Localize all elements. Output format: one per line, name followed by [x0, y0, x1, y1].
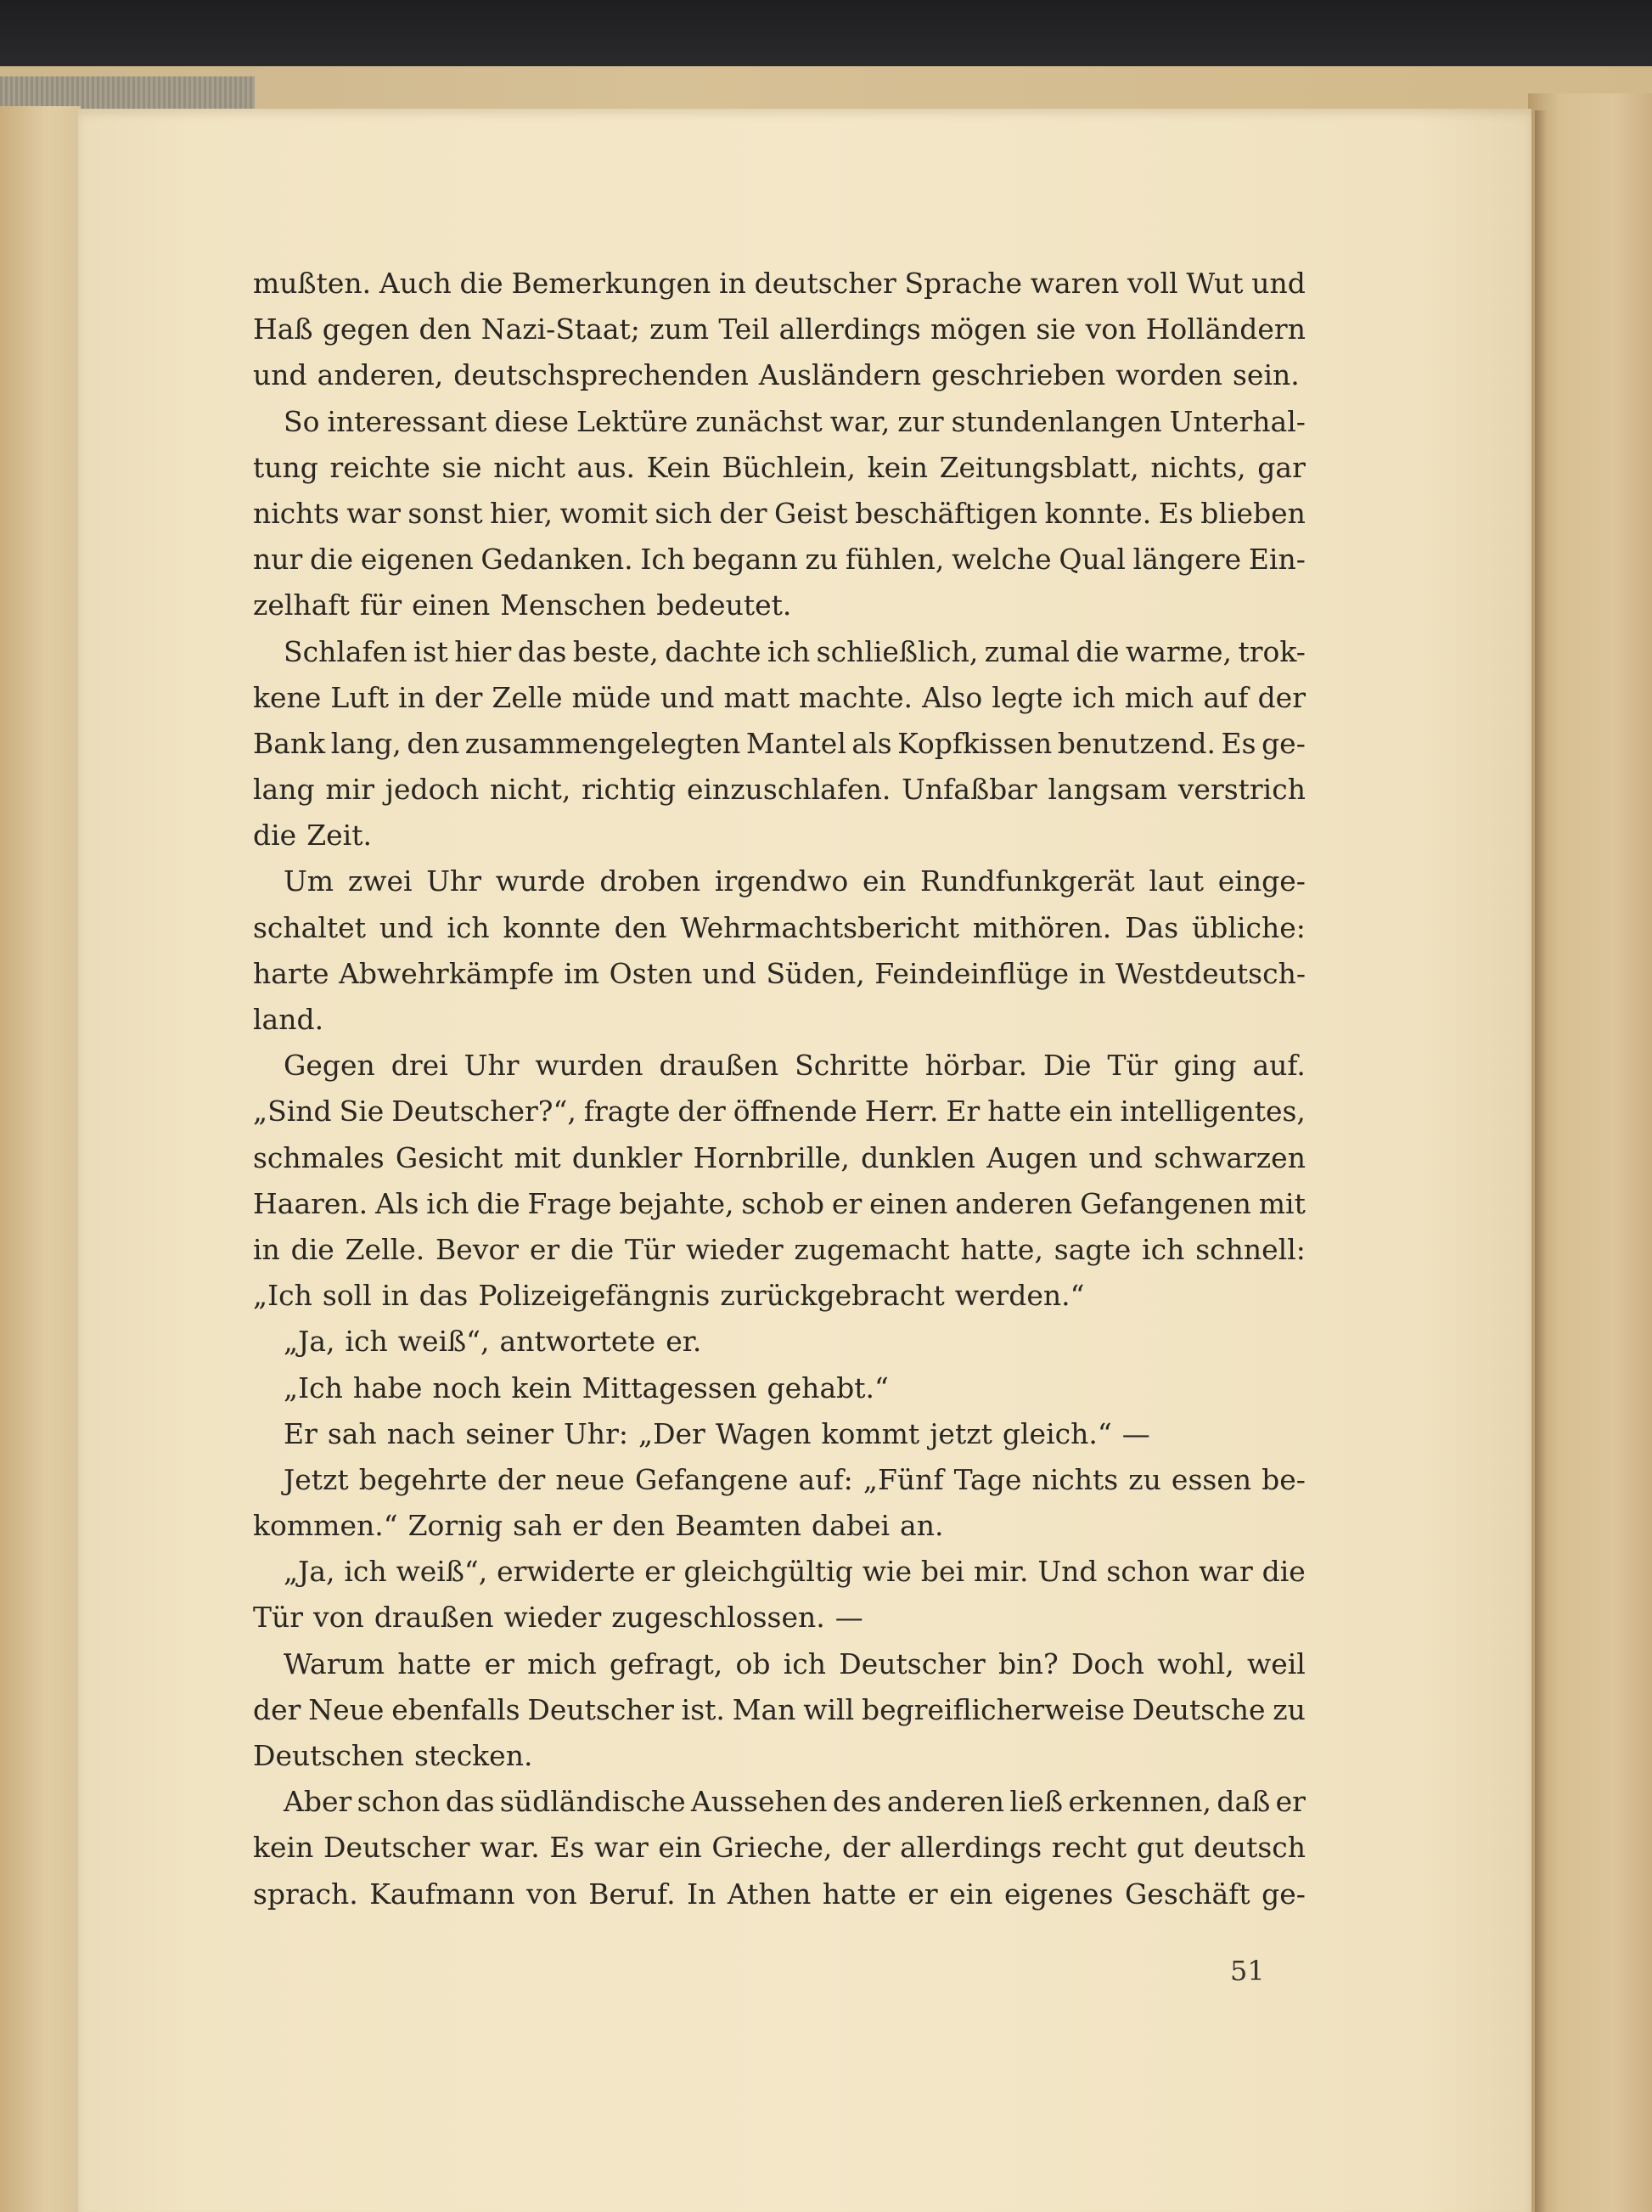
text-line: harte Abwehrkämpfe im Osten und Süden, Feindeinflüge in Westdeutsch- [253, 956, 1306, 990]
body-text [253, 261, 1306, 1917]
text-line: tung reichte sie nicht aus. Kein Büchlein, kein Zeitungsblatt, nichts, gar [253, 450, 1306, 484]
text-line: So interessant diese Lektüre zunächst war, zur stundenlangen Unterhal- [284, 404, 1306, 438]
text-line: Aber schon das südländische Aussehen des anderen ließ erkennen, daß er [284, 1785, 1306, 1819]
book-left-edge [0, 106, 81, 2212]
text-line: nur die eigenen Gedanken. Ich begann zu fühlen, welche Qual längere Ein- [253, 543, 1306, 577]
text-line: Haß gegen den Nazi-Staat; zum Teil allerdings mögen sie von Holländern [253, 312, 1306, 346]
text-line: „Ja, ich weiß“, erwiderte er gleichgültig wie bei mir. Und schon war die [284, 1555, 1306, 1589]
spine-cloth [0, 76, 255, 109]
text-line: die Zeit. [253, 819, 372, 853]
text-line: Deutschen stecken. [253, 1739, 533, 1772]
text-line: Bank lang, den zusammengelegten Mantel als Kopfkissen benutzend. Es ge- [253, 726, 1306, 760]
text-line: Haaren. Als ich die Frage bejahte, schob er einen anderen Gefangenen mit [253, 1186, 1306, 1220]
text-line: mußten. Auch die Bemerkungen in deutscher Sprache waren voll Wut und [253, 267, 1306, 300]
text-line: kommen.“ Zornig sah er den Beamten dabei an. [253, 1509, 944, 1543]
text-line: Er sah nach seiner Uhr: „Der Wagen kommt jetzt gleich.“ — [284, 1416, 1150, 1450]
text-line: schmales Gesicht mit dunkler Hornbrille, dunklen Augen und schwarzen [253, 1140, 1306, 1174]
text-line: Um zwei Uhr wurde droben irgendwo ein Rundfunkgerät laut einge- [284, 864, 1306, 898]
text-line: Tür von draußen wieder zugeschlossen. — [253, 1601, 863, 1635]
page-number: 51 [1230, 1955, 1265, 1987]
text-line: Warum hatte er mich gefragt, ob ich Deutscher bin? Doch wohl, weil [284, 1646, 1306, 1680]
text-line: „Ich habe noch kein Mittagessen gehabt.“ [284, 1371, 889, 1404]
text-line: nichts war sonst hier, womit sich der Geist beschäftigen konnte. Es blieben [253, 496, 1306, 530]
scanner-background [0, 0, 1652, 76]
text-line: Jetzt begehrte der neue Gefangene auf: „Fünf Tage nichts zu essen be- [284, 1462, 1306, 1496]
text-line: schaltet und ich konnte den Wehrmachtsbericht mithören. Das übliche: [253, 910, 1306, 944]
text-line: zelhaft für einen Menschen bedeutet. [253, 588, 792, 622]
text-line: sprach. Kaufmann von Beruf. In Athen hatte er ein eigenes Geschäft ge- [253, 1877, 1306, 1911]
text-line: „Ich soll in das Polizeigefängnis zurückgebracht werden.“ [253, 1279, 1085, 1313]
text-line: kene Luft in der Zelle müde und matt machte. Also legte ich mich auf der [253, 680, 1306, 714]
text-line: „Ja, ich weiß“, antwortete er. [284, 1325, 702, 1359]
page-edge-shadow [1535, 110, 1547, 2212]
text-line: lang mir jedoch nicht, richtig einzuschlafen. Unfaßbar langsam verstrich [253, 773, 1306, 807]
text-line: land. [253, 1003, 324, 1036]
text-line: in die Zelle. Bevor er die Tür wieder zugemacht hatte, sagte ich schnell: [253, 1232, 1306, 1266]
text-line: Gegen drei Uhr wurden draußen Schritte hörbar. Die Tür ging auf. [284, 1049, 1306, 1083]
text-line: und anderen, deutschsprechenden Ausländern geschrieben worden sein. [253, 358, 1300, 392]
text-line: „Sind Sie Deutscher?“, fragte der öffnende Herr. Er hatte ein intelligentes, [253, 1095, 1306, 1129]
text-line: Schlafen ist hier das beste, dachte ich schließlich, zumal die warme, trok- [284, 634, 1306, 668]
text-line: kein Deutscher war. Es war ein Grieche, der allerdings recht gut deutsch [253, 1831, 1306, 1865]
text-line: der Neue ebenfalls Deutscher ist. Man will begreiflicherweise Deutsche zu [253, 1692, 1306, 1726]
